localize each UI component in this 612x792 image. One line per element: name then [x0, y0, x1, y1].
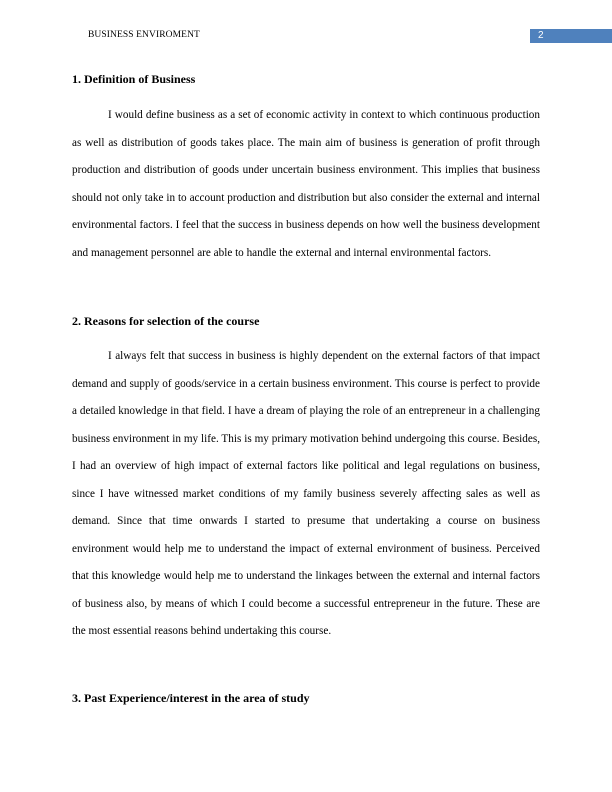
- section-heading-past-experience: 3. Past Experience/interest in the area of study: [72, 691, 310, 705]
- page-number: 2: [538, 30, 544, 41]
- running-header-title: BUSINESS ENVIROMENT: [88, 30, 200, 40]
- section-heading-definition: 1. Definition of Business: [72, 72, 196, 86]
- section-body-reasons: I always felt that success in business is highly dependent on the external factors of that impact demand and supply of goods/service in a certain business environment. This course is perfect to provide a detailed knowledge in that field. I have a dream of playing the role of an entrepreneur in a challenging business environment in my life. This is my primary motivation behind undergoing this course. Besides, I had an overview of high impact of external factors like political and legal regulations on business, since I have witnessed market conditions of my family business severely affecting sales as well as demand. Since that time onwards I started to presume that undertaking a course on business environment would help me to understand the impact of external environment of business. Perceived that this knowledge would help me to understand the linkages between the external and internal factors of business also, by means of which I could become a successful entrepreneur in the future. These are the most essential reasons behind undertaking this course.: [72, 350, 540, 637]
- page-number-badge: [530, 29, 612, 43]
- section-body-definition: I would define business as a set of economic activity in context to which continuous production as well as distribution of goods takes place. The main aim of business is generation of profit through production and distribution of goods under uncertain business environment. This implies that business should not only take in to account production and distribution but also consider the external and internal environmental factors. I feel that the success in business depends on how well the business development and management personnel are able to handle the external and internal environmental factors.: [72, 109, 540, 259]
- section-heading-reasons: 2. Reasons for selection of the course: [72, 314, 260, 328]
